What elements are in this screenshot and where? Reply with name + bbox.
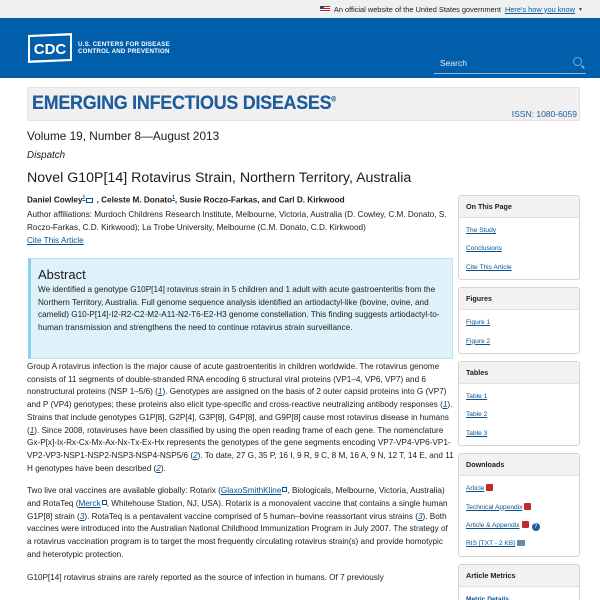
figure-2-link[interactable]: Figure 2: [466, 337, 491, 345]
pdf-icon: [522, 521, 529, 528]
author-list: Daniel Cowley$^1$ , Celeste M. Donato$^1$, Susie Roczo-Farkas, and Carl D. Kirkwood: [27, 195, 345, 205]
us-flag-icon: [320, 6, 330, 12]
body-paragraph: Group A rotavirus infection is the major cause of acute gastroenteritis in children worldwide. The rotavirus genome consists of 11 segments of double-stranded RNA encoding 6 structural viral proteins (VP1–4, VP6, VP7) and 6 nonstructural proteins (NSP 1–5/6) (1). Genotypes are assigned on the basis of 2 outer capsid proteins into G (VP7) and P (VP4) genotypes; these proteins also elicit type-specific and cross-reactive neutralizing antibody responses (1). Strains that include genotypes G1P[8], G2P[4], G3P[8], G4P[8], and G9P[8] cause most rotavirus disease in humans (1). Since 2008, rotaviruses have been classified by using the open reading frame of each gene. The nomenclature Gx-P[x]-Ix-Rx-Cx-Mx-Ax-Nx-Tx-Ex-Hx represents the genotypes of the gene segments encoding VP7-VP4-VP6-VP1-VP2-VP3-NSP1-NSP2-NSP3-NSP4-NSP5/6 (2). To date, 27 G, 35 P, 16 I, 9 R, 9 C, 8 M, 16 A, 9 N, 12 T, 14 E, and 11 H genotypes have been described (2).: [27, 362, 454, 473]
article-type: Dispatch: [27, 150, 66, 161]
journal-title[interactable]: EMERGING INFECTIOUS DISEASES®: [32, 92, 336, 114]
download-item: [466, 517, 572, 535]
figures-heading: Figures: [459, 288, 579, 310]
pdf-icon: [486, 484, 493, 491]
reference-link[interactable]: 3: [79, 511, 85, 521]
download-item: [466, 535, 572, 553]
gov-banner: [0, 0, 600, 18]
search-input[interactable]: [434, 58, 564, 68]
download-item: [466, 480, 572, 498]
on-this-page-card: [458, 195, 580, 280]
heres-how-you-know-link[interactable]: Here's how you know: [504, 4, 575, 14]
reference-link[interactable]: 3: [417, 511, 423, 521]
tables-heading: Tables: [459, 362, 579, 384]
author-name: Daniel Cowley: [27, 195, 83, 205]
journal-masthead: [27, 87, 580, 121]
author-name: Celeste M. Donato: [101, 195, 173, 205]
table-1-link[interactable]: Table 1: [466, 393, 488, 401]
reference-link[interactable]: 1: [157, 387, 163, 397]
toc-link-the-study[interactable]: The Study: [466, 227, 497, 234]
table-2-link[interactable]: Table 2: [466, 411, 488, 419]
body-paragraph: Two live oral vaccines are available globally: Rotarix (GlaxoSmithKline , Biologicals, Melbourne, Victoria, Australia) and RotaTeq (Merck , Whitehouse Station, NJ, USA). Rotarix is a monovalent vaccine that contains a single human G1P[8] strain (3). RotaTeq is a pentavalent vaccine comprised of 5 human–bovine reassortant virus strains (3). Both vaccines were introduced into the Australian National Childhood Immunization Program in July 2007. The strategy of a rotavirus vaccination program is to target the most frequently circulating rotavirus strain(s) and provide homotypic and heterotypic protection.: [27, 486, 448, 559]
cdc-logo-link[interactable]: [28, 33, 170, 63]
article-title: Novel G10P[14] Rotavirus Strain, Northern Territory, Australia: [27, 170, 412, 186]
metric-details-link[interactable]: Metric Details: [466, 595, 509, 600]
article-appendix-link[interactable]: Article & Appendix: [466, 522, 520, 530]
agency-name-line2: CONTROL AND PREVENTION: [78, 48, 170, 55]
reference-link[interactable]: 1: [442, 400, 448, 410]
technical-appendix-link[interactable]: Technical Appendix: [466, 503, 523, 511]
cdc-header: [0, 18, 600, 78]
article-body: [27, 361, 454, 594]
author-footnote-link[interactable]: 1: [82, 195, 86, 201]
article-metrics-heading: Article Metrics: [459, 565, 579, 587]
figure-1-link[interactable]: Figure 1: [466, 319, 491, 327]
reference-link[interactable]: 1: [29, 425, 35, 435]
ris-download-link[interactable]: RIS [TXT - 2 KB]: [466, 540, 515, 548]
figures-card: [458, 287, 580, 354]
toc-link-cite-this-article[interactable]: Cite This Article: [466, 263, 512, 271]
download-item: [466, 499, 572, 517]
help-icon[interactable]: ?: [532, 523, 540, 531]
cite-this-article-link[interactable]: Cite This Article: [27, 236, 84, 245]
author-footnote-link[interactable]: 1: [172, 195, 175, 201]
issn-label: ISSN: 1080-6059: [511, 109, 577, 119]
volume-issue: Volume 19, Number 8—August 2013: [27, 129, 220, 143]
table-3-link[interactable]: Table 3: [466, 429, 488, 437]
cdc-logo-text: CDC: [33, 41, 67, 58]
article-metrics-card: [458, 564, 580, 600]
body-paragraph: G10P[14] rotavirus strains are rarely reported as the source of infection in humans. Of 7 previously: [27, 572, 384, 582]
downloads-heading: Downloads: [459, 454, 579, 476]
reference-link[interactable]: 2: [193, 450, 198, 460]
glaxosmithkline-link[interactable]: GlaxoSmithKline: [220, 486, 282, 496]
reference-link[interactable]: 2: [156, 463, 161, 473]
sidebar: [458, 195, 580, 600]
mail-icon[interactable]: [86, 198, 93, 203]
author-names-rest: , Susie Roczo-Farkas, and Carl D. Kirkwood: [174, 195, 345, 205]
affiliations-text: Author affiliations: Murdoch Childrens Research Institute, Melbourne, Victoria, Australia (D. Cowley, C.M. Donato, S. Roczo-Farkas, C.D. Kirkwood); La Trobe University, Melbourne (C.M. Donato, C.D. Kirkwood): [27, 210, 447, 232]
abstract-text: We identified a genotype G10P[14] rotavirus strain in 5 children and 1 adult with acute gastroenteritis from the Northern Territory, Australia. Full genome sequence analysis identified an artiodactyl-like (bovine, ovine, and camelid) G10-P[14]-I2-R2-C2-M2-A11-N2-T6-E2-H3 genome constellation. This finding suggests artiodactyl-to-human transmission and strengthens the need to continue rotavirus strain surveillance.: [38, 285, 440, 332]
abstract-box: [28, 258, 453, 359]
abstract-heading: Abstract: [38, 267, 86, 282]
gov-banner-text: An official website of the United States government: [333, 4, 501, 14]
search-box: [434, 52, 586, 74]
search-icon[interactable]: [573, 57, 582, 66]
author-affiliations: [27, 208, 452, 247]
article-pdf-link[interactable]: Article: [466, 485, 485, 493]
ris-file-icon: [517, 540, 525, 546]
toc-link-conclusions[interactable]: Conclusions: [466, 245, 502, 253]
cdc-logo-icon: [28, 33, 72, 63]
on-this-page-heading: On This Page: [459, 196, 579, 218]
pdf-icon: [524, 503, 531, 510]
tables-card: [458, 361, 580, 446]
agency-name-line1: U.S. CENTERS FOR DISEASE: [78, 41, 170, 48]
downloads-card: [458, 453, 580, 557]
merck-link[interactable]: Merck: [78, 499, 101, 509]
agency-name: [78, 41, 170, 55]
chevron-down-icon[interactable]: ▾: [578, 6, 582, 13]
